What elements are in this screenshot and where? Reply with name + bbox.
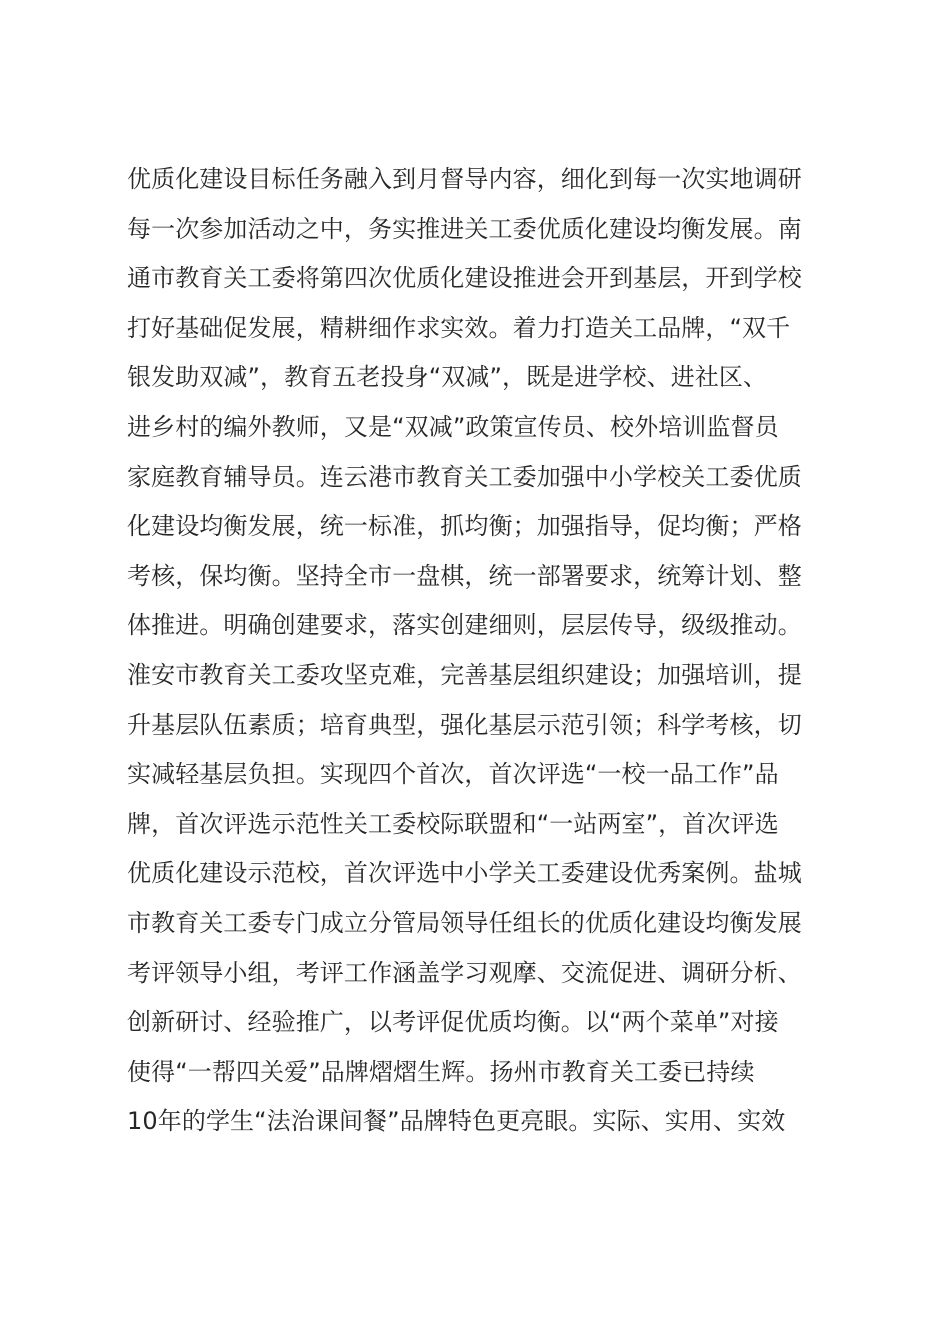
- text-line: 市教育关工委专门成立分管局领导任组长的优质化建设均衡发展: [127, 908, 802, 937]
- text-line: 创新研讨、经验推广，以考评促优质均衡。以“两个菜单”对接: [127, 1008, 779, 1037]
- text-line: 优质化建设示范校，首次评选中小学关工委建设优秀案例。盐城: [127, 859, 802, 888]
- text-line: 牌，首次评选示范性关工委校际联盟和“一站两室”，首次评选: [127, 809, 779, 838]
- text-line: 体推进。明确创建要求，落实创建细则，层层传导，级级推动。: [127, 611, 802, 640]
- text-line: 考评领导小组，考评工作涵盖学习观摩、交流促进、调研分析、: [127, 958, 802, 987]
- text-line: 每一次参加活动之中，务实推进关工委优质化建设均衡发展。南: [127, 214, 802, 243]
- body-text: [127, 155, 867, 1147]
- text-line: 淮安市教育关工委攻坚克难，完善基层组织建设；加强培训，提: [127, 660, 802, 689]
- text-line: 通市教育关工委将第四次优质化建设推进会开到基层，开到学校: [127, 264, 802, 293]
- text-line: 进乡村的编外教师，又是“双减”政策宣传员、校外培训监督员: [127, 412, 779, 441]
- text-line: 考核，保均衡。坚持全市一盘棋，统一部署要求，统筹计划、整: [127, 561, 802, 590]
- text-line: 实减轻基层负担。实现四个首次，首次评选“一校一品工作”品: [127, 760, 779, 789]
- text-line: 10年的学生“法治课间餐”品牌特色更亮眼。实际、实用、实效: [127, 1107, 786, 1136]
- text-line: 使得“一帮四关爱”品牌熠熠生辉。扬州市教育关工委已持续: [127, 1057, 755, 1086]
- text-line: 家庭教育辅导员。连云港市教育关工委加强中小学校关工委优质: [127, 462, 802, 491]
- text-line: 优质化建设目标任务融入到月督导内容，细化到每一次实地调研: [127, 165, 802, 193]
- text-line: 打好基础促发展，精耕细作求实效。着力打造关工品牌，“双千: [127, 313, 791, 342]
- text-line: 银发助双减”，教育五老投身“双减”，既是进学校、进社区、: [127, 363, 768, 392]
- text-line: 升基层队伍素质；培育典型，强化基层示范引领；科学考核，切: [127, 710, 802, 739]
- text-line: 化建设均衡发展，统一标准，抓均衡；加强指导，促均衡；严格: [127, 512, 802, 541]
